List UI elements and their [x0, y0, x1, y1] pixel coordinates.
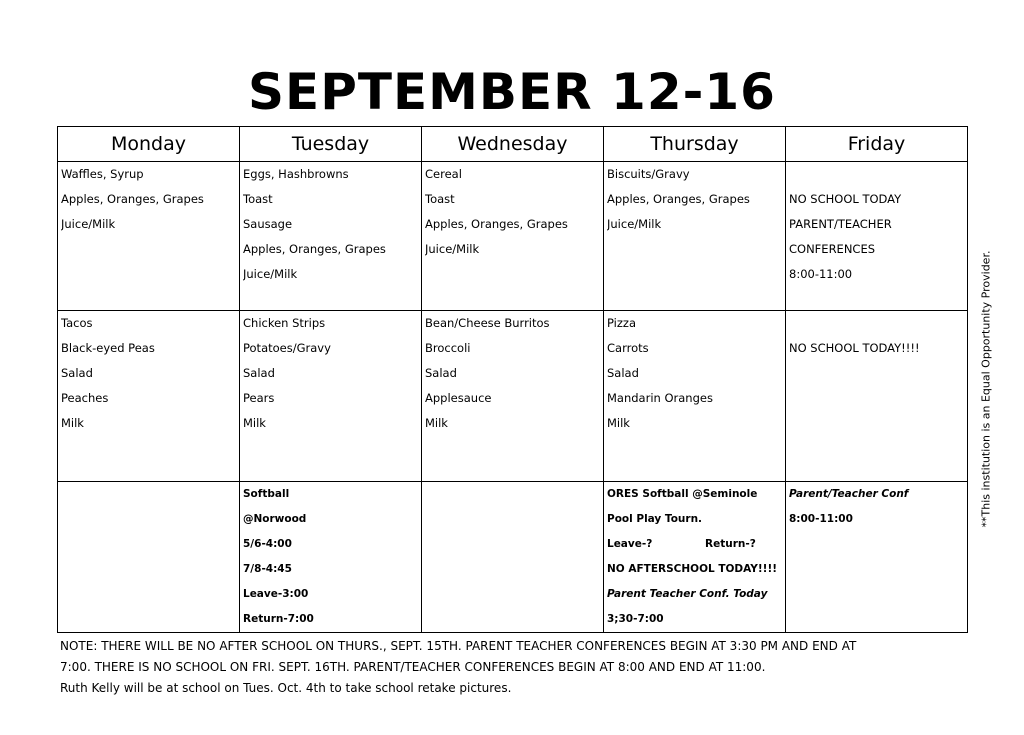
menu-item: Tacos — [61, 316, 93, 330]
lunch-wednesday — [422, 311, 604, 482]
breakfast-monday — [58, 162, 240, 311]
events-monday — [58, 482, 240, 633]
event-line: Softball — [243, 488, 290, 500]
event-line: 3;30-7:00 — [607, 613, 664, 625]
menu-item: Milk — [243, 416, 266, 430]
event-line: 5/6-4:00 — [243, 538, 292, 550]
events-row — [58, 482, 968, 633]
equal-opportunity-statement: **This institution is an Equal Opportunity Provider. — [979, 250, 993, 528]
event-line: Parent/Teacher Conf — [789, 488, 909, 500]
events-thursday — [604, 482, 786, 633]
menu-item: Black-eyed Peas — [61, 341, 155, 355]
menu-item: Apples, Oranges, Grapes — [425, 217, 568, 231]
event-line: ORES Softball @Seminole — [607, 488, 758, 500]
menu-item: Mandarin Oranges — [607, 391, 713, 405]
day-header-thursday: Thursday — [604, 127, 786, 162]
menu-item: Applesauce — [425, 391, 492, 405]
menu-item: Bean/Cheese Burritos — [425, 316, 550, 330]
event-line: Leave-3:00 — [243, 588, 309, 600]
menu-item: Salad — [607, 366, 639, 380]
events-tuesday — [240, 482, 422, 633]
note-line: Ruth Kelly will be at school on Tues. Oct. 4th to take school retake pictures. — [60, 681, 512, 695]
menu-item: Apples, Oranges, Grapes — [243, 242, 386, 256]
event-leave-return — [607, 532, 782, 557]
menu-item: Cereal — [425, 167, 462, 181]
menu-item: PARENT/TEACHER — [789, 217, 892, 231]
menu-item: Apples, Oranges, Grapes — [607, 192, 750, 206]
notes — [60, 636, 960, 699]
events-wednesday — [422, 482, 604, 633]
breakfast-thursday — [604, 162, 786, 311]
event-return: Return-? — [705, 538, 756, 550]
menu-item: Pizza — [607, 316, 636, 330]
menu-item: Milk — [61, 416, 84, 430]
menu-item: Toast — [243, 192, 273, 206]
menu-item: Toast — [425, 192, 455, 206]
breakfast-friday — [786, 162, 968, 311]
menu-item: Eggs, Hashbrowns — [243, 167, 349, 181]
event-line: Return-7:00 — [243, 613, 314, 625]
day-header-wednesday: Wednesday — [422, 127, 604, 162]
menu-item: Sausage — [243, 217, 293, 231]
menu-item: NO SCHOOL TODAY!!!! — [789, 341, 920, 355]
menu-item: Apples, Oranges, Grapes — [61, 192, 204, 206]
events-friday — [786, 482, 968, 633]
menu-item: Biscuits/Gravy — [607, 167, 690, 181]
menu-item: NO SCHOOL TODAY — [789, 192, 902, 206]
menu-item: Salad — [243, 366, 275, 380]
lunch-thursday — [604, 311, 786, 482]
breakfast-tuesday — [240, 162, 422, 311]
menu-table — [57, 126, 968, 633]
breakfast-wednesday — [422, 162, 604, 311]
event-line: 7/8-4:45 — [243, 563, 292, 575]
note-line: 7:00. THERE IS NO SCHOOL ON FRI. SEPT. 16TH. PARENT/TEACHER CONFERENCES BEGIN AT 8:00 AND END AT 11:00. — [60, 660, 766, 674]
day-header-tuesday: Tuesday — [240, 127, 422, 162]
menu-item: Juice/Milk — [425, 242, 480, 256]
event-line: 8:00-11:00 — [789, 513, 853, 525]
breakfast-row — [58, 162, 968, 311]
menu-item: Peaches — [61, 391, 109, 405]
menu-item: Waffles, Syrup — [61, 167, 144, 181]
menu-item: Salad — [61, 366, 93, 380]
menu-item: Juice/Milk — [243, 267, 298, 281]
event-line: NO AFTERSCHOOL TODAY!!!! — [607, 563, 778, 575]
menu-item: CONFERENCES — [789, 242, 876, 256]
day-header-monday: Monday — [58, 127, 240, 162]
note-line: NOTE: THERE WILL BE NO AFTER SCHOOL ON THURS., SEPT. 15TH. PARENT TEACHER CONFERENCES BEGIN AT 3:30 PM AND END AT — [60, 639, 857, 653]
day-header-row — [58, 127, 968, 162]
lunch-monday — [58, 311, 240, 482]
blank-line — [789, 311, 964, 336]
menu-item: Milk — [607, 416, 630, 430]
lunch-tuesday — [240, 311, 422, 482]
menu-item: Carrots — [607, 341, 649, 355]
menu-item: Chicken Strips — [243, 316, 326, 330]
event-line: Parent Teacher Conf. Today — [607, 588, 768, 600]
lunch-friday — [786, 311, 968, 482]
event-leave: Leave-? — [607, 538, 653, 550]
menu-item: Potatoes/Gravy — [243, 341, 331, 355]
lunch-row — [58, 311, 968, 482]
event-line: Pool Play Tourn. — [607, 513, 703, 525]
page-title: SEPTEMBER 12-16 — [248, 63, 776, 121]
menu-item: Pears — [243, 391, 275, 405]
day-header-friday: Friday — [786, 127, 968, 162]
blank-line — [789, 162, 964, 187]
menu-item: Juice/Milk — [607, 217, 662, 231]
menu-item: Salad — [425, 366, 457, 380]
menu-item: Milk — [425, 416, 448, 430]
menu-item: 8:00-11:00 — [789, 267, 853, 281]
event-line: @Norwood — [243, 513, 307, 525]
menu-item: Broccoli — [425, 341, 471, 355]
menu-item: Juice/Milk — [61, 217, 116, 231]
